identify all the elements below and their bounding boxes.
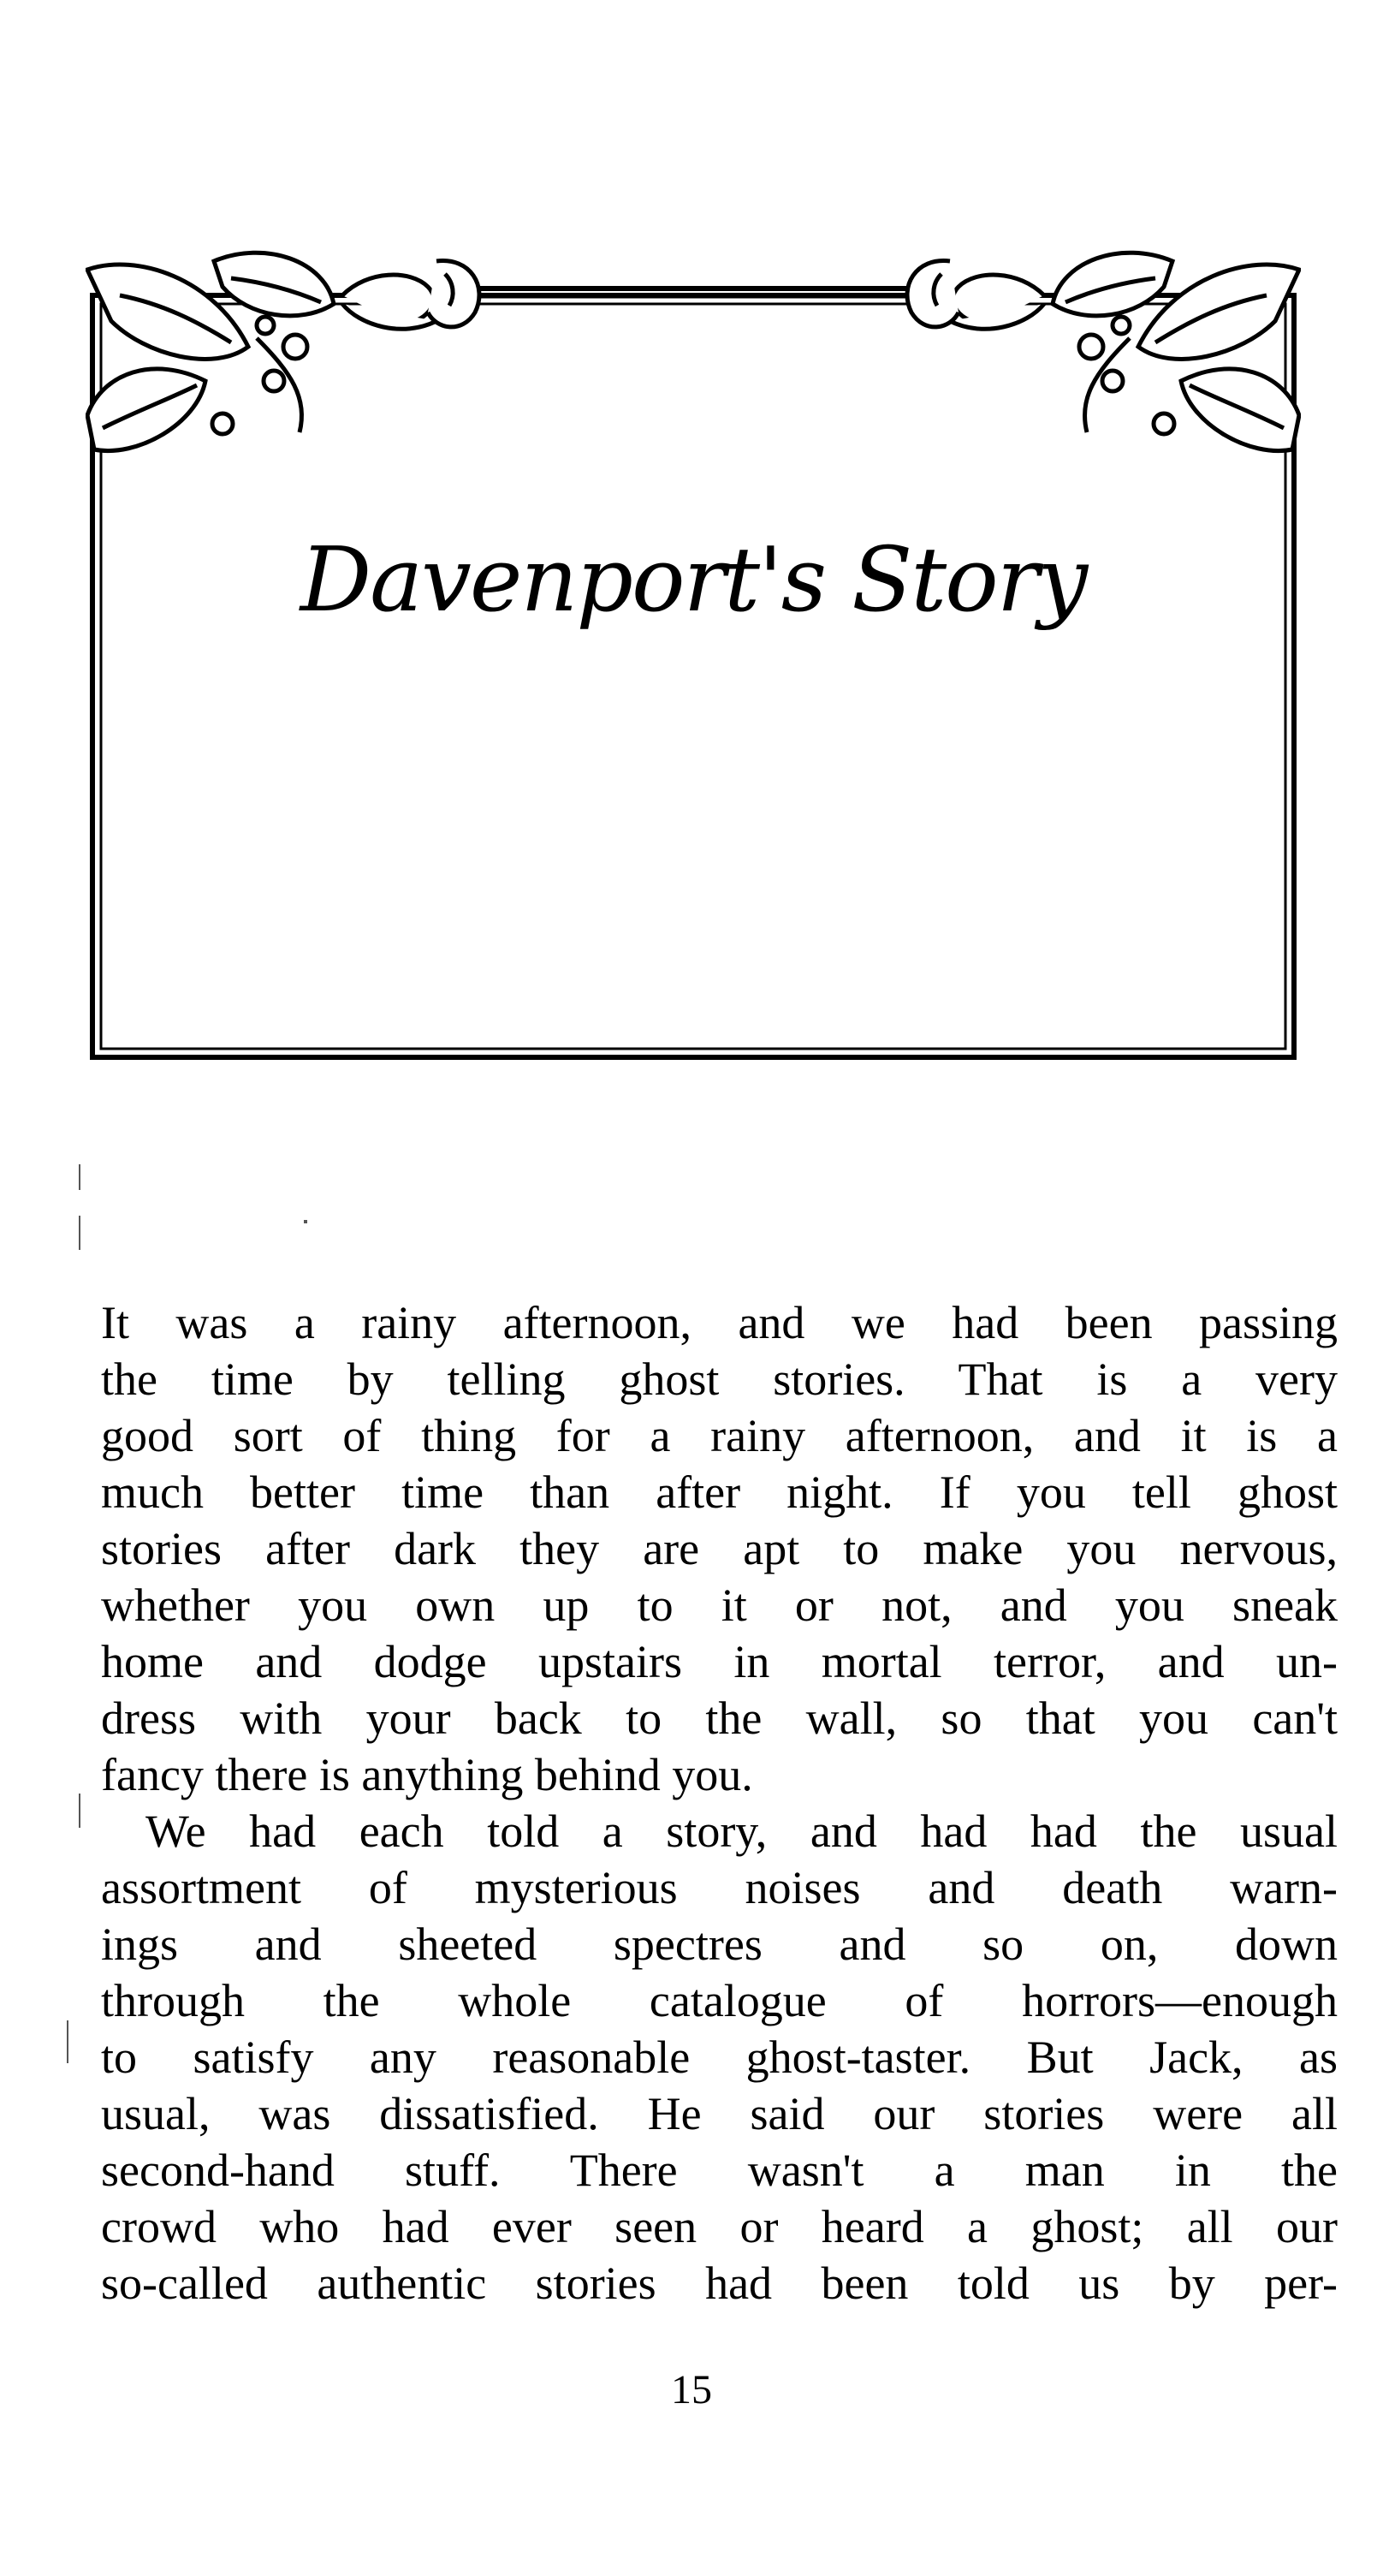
text-line: second-hand stuff. There wasn't a man in the [101,2145,1338,2196]
text-line: dress with your back to the wall, so that you can't [101,1693,1338,1744]
text-line: so-called authentic stories had been told us by per- [101,2258,1338,2309]
paragraph [101,1803,1338,2311]
scan-mark [304,1220,307,1223]
scan-mark [79,1216,80,1250]
text-line: good sort of thing for a rainy afternoon, and it is a [101,1410,1338,1461]
leaf-ornament-right-icon [907,253,1299,450]
scan-mark [79,1794,80,1828]
text-line: We had each told a story, and had had the usual [145,1806,1338,1857]
paragraph [101,1294,1338,1803]
text-line: through the whole catalogue of horrors—enough [101,1975,1338,2026]
text-line: crowd who had ever seen or heard a ghost; all our [101,2201,1338,2252]
text-line: It was a rainy afternoon, and we had been passing [101,1297,1338,1348]
text-line: assortment of mysterious noises and death warn- [101,1862,1338,1913]
leaf-ornament-left-icon [87,253,479,450]
text-line: fancy there is anything behind you. [101,1749,753,1800]
chapter-title: Davenport's Story [300,527,1087,632]
text-line: whether you own up to it or not, and you sneak [101,1580,1338,1631]
text-line: ings and sheeted spectres and so on, down [101,1919,1338,1970]
text-line: home and dodge upstairs in mortal terror, and un- [101,1636,1338,1687]
text-line: usual, was dissatisfied. He said our stories were all [101,2088,1338,2139]
page-number: 15 [671,2367,712,2412]
scan-mark [79,1164,80,1190]
text-line: stories after dark they are apt to make you nervous, [101,1523,1338,1574]
ornamental-frame [86,244,1301,1066]
text-line: to satisfy any reasonable ghost-taster. But Jack, as [101,2032,1338,2083]
scan-mark [67,2020,68,2063]
story-text [101,1294,1338,2311]
text-line: much better time than after night. If you tell ghost [101,1466,1338,1518]
text-line: the time by telling ghost stories. That is a very [101,1353,1338,1405]
